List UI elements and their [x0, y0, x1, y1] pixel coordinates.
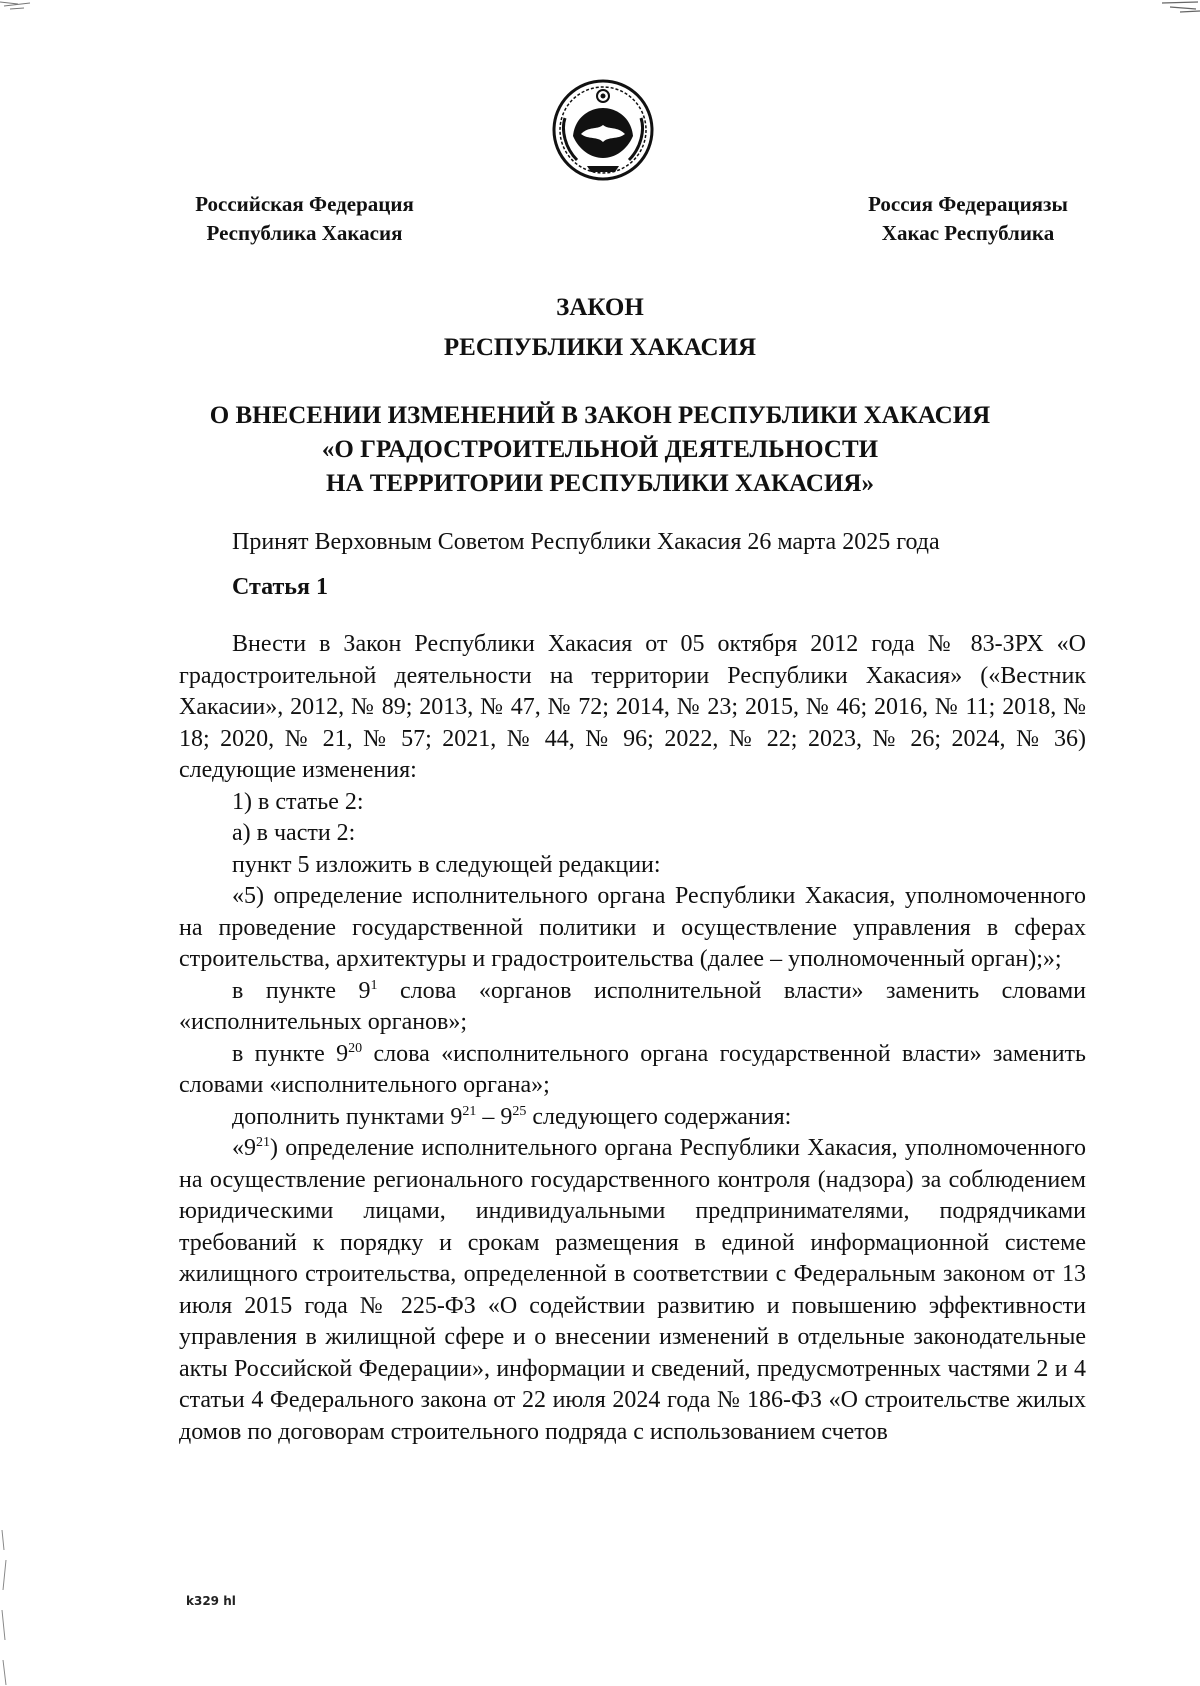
add-superscript-1: 21	[462, 1103, 477, 1119]
header-right-line-2: Хакас Республика	[881, 221, 1055, 245]
p921-superscript: 21	[256, 1135, 270, 1150]
add-after: следующего содержания:	[526, 1103, 792, 1130]
adoption-line: Принят Верховным Советом Республики Хакасия 26 марта 2025 года	[232, 529, 940, 555]
paragraph-point-9-20	[179, 1039, 1086, 1102]
scan-noise-left-edge	[0, 1520, 10, 1686]
header-right-block	[848, 190, 1088, 248]
paragraph-point5-intro: пункт 5 изложить в следующей редакции:	[232, 851, 661, 878]
header-left-line-1: Российская Федерация	[195, 192, 414, 216]
p91-after: слова «органов исполнительной власти» заменить словами «исполнительных органов»;	[179, 977, 1086, 1035]
paragraph-item-a: а) в части 2:	[232, 820, 356, 846]
p921-text: ) определение исполнительного органа Республики Хакасия, уполномоченного на осуществление регионального государственного контроля (надзора) за соблюдением юридическими лицами, индивидуальными предпринимателями, подрядчиками требований к порядку и срокам размещения в единой информационной системе жилищного строительства, определенной в соответствии с Федеральным законом от 13 июля 2015 года № 225-ФЗ «О содействии развитию и повышению эффективности управления в жилищной сфере и о внесении изменений в отдельные законодательные акты Российской Федерации», информации и сведений, предусмотренных частями 2 и 4 статьи 4 Федерального закона от 22 июля 2024 года № 186-ФЗ «О строительстве жилых домов по договорам строительного подряда с использованием счетов	[179, 1135, 1086, 1445]
law-subject-line-2: «О ГРАДОСТРОИТЕЛЬНОЙ ДЕЯТЕЛЬНОСТИ	[321, 436, 879, 463]
scan-noise-top-left	[0, 0, 40, 12]
law-subject	[0, 399, 1200, 501]
header-left-line-2: Республика Хакасия	[206, 221, 403, 245]
p920-before: в пункте 9	[232, 1040, 349, 1067]
header-right-line-1: Россия Федерациязы	[868, 192, 1068, 216]
paragraph-add-points	[179, 1102, 1086, 1134]
paragraph-item-1: 1) в статье 2:	[232, 788, 364, 815]
law-subject-line-3: НА ТЕРРИТОРИИ РЕСПУБЛИКИ ХАКАСИЯ»	[326, 470, 874, 497]
scan-noise-top-right	[1160, 0, 1200, 14]
paragraph-point-9-21	[179, 1133, 1086, 1448]
paragraph-point5-text: «5) определение исполнительного органа Республики Хакасия, уполномоченного на проведение государственной политики и осуществление управления в сферах строительства, архитектуры и градостроительства (далее – уполномоченный орган);»;	[179, 883, 1086, 972]
law-subject-line-1: О ВНЕСЕНИИ ИЗМЕНЕНИЙ В ЗАКОН РЕСПУБЛИКИ ХАКАСИЯ	[209, 402, 991, 429]
law-title: ЗАКОН	[556, 294, 644, 321]
p920-superscript: 20	[348, 1040, 363, 1056]
p920-after: слова «исполнительного органа государственной власти» заменить словами «исполнительного органа»;	[179, 1040, 1086, 1098]
add-superscript-2: 25	[512, 1103, 527, 1119]
add-before: дополнить пунктами 9	[232, 1103, 463, 1130]
law-republic: РЕСПУБЛИКИ ХАКАСИЯ	[443, 334, 757, 361]
p921-open: «9	[232, 1135, 256, 1161]
document-body	[179, 527, 1086, 1448]
p91-superscript: 1	[370, 977, 378, 993]
header-left-block	[178, 190, 431, 248]
paragraph-intro: Внести в Закон Республики Хакасия от 05 октября 2012 года № 83-ЗРХ «О градостроительной деятельности на территории Республики Хакасия» («Вестник Хакасии», 2012, № 89; 2013, № 47, № 72; 2014, № 23; 2015, № 46; 2016, № 11; 2018, № 18; 2020, № 21, № 57; 2021, № 44, № 96; 2022, № 22; 2023, № 26; 2024, № 36) следующие изменения:	[179, 631, 1086, 783]
paragraph-point-9-1	[179, 976, 1086, 1039]
p91-before: в пункте 9	[232, 977, 371, 1004]
footer-document-code: k329 hl	[186, 1594, 236, 1608]
add-mid: – 9	[476, 1103, 513, 1130]
article-heading: Статья 1	[232, 573, 328, 600]
coat-of-arms-emblem	[551, 78, 655, 182]
